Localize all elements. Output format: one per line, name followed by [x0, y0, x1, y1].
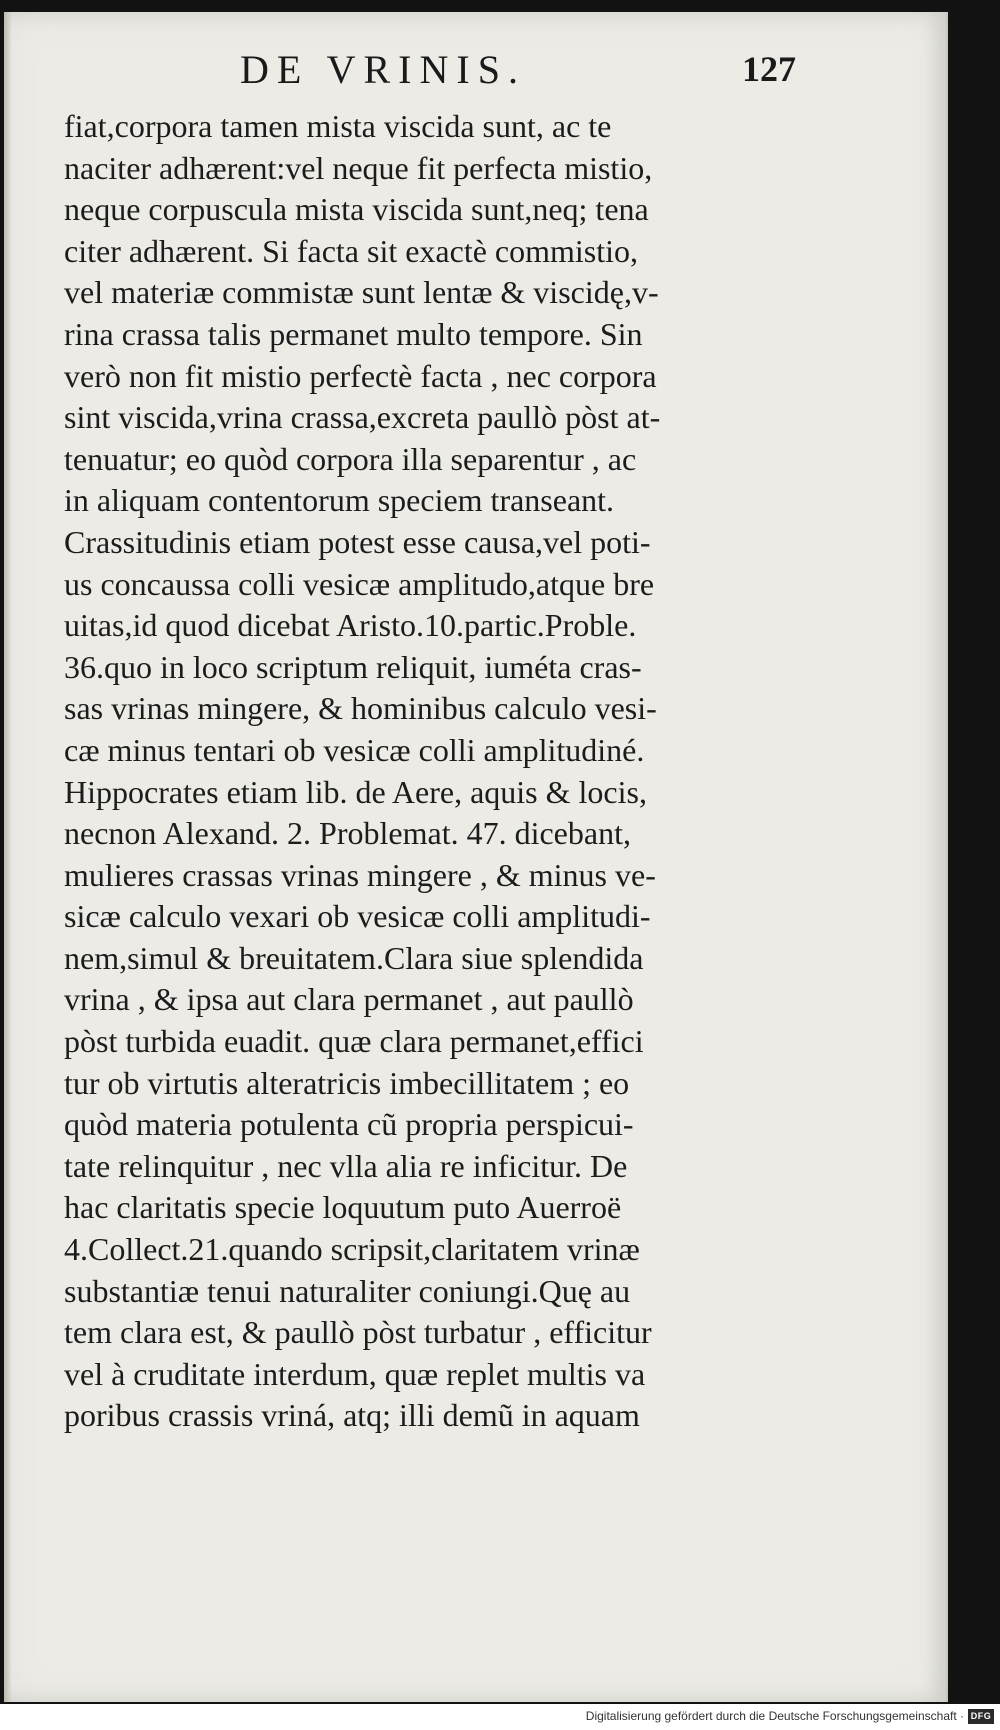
text-line: quòd materia potulenta cũ propria perspicui-: [64, 1106, 634, 1143]
text-line: neque corpuscula mista viscida sunt,neq; tena: [64, 191, 649, 228]
text-line: naciter adhærent:vel neque fit perfecta mistio,: [64, 149, 653, 186]
text-line: cæ minus tentari ob vesicæ colli amplitudiné.: [64, 731, 645, 768]
text-line: necnon Alexand. 2. Problemat. 47. dicebant,: [64, 815, 631, 852]
page-number: 127: [742, 49, 796, 89]
text-line: pòst turbida euadit. quæ clara permanet,effici: [64, 1023, 644, 1060]
text-line: sicæ calculo vexari ob vesicæ colli amplitudi-: [64, 898, 651, 935]
text-line: Hippocrates etiam lib. de Aere, aquis & locis,: [64, 773, 647, 810]
text-line: hac claritatis specie loquutum puto Auerroë: [64, 1189, 622, 1226]
text-line: mulieres crassas vrinas mingere , & minus ve-: [64, 856, 656, 893]
book-page: [4, 12, 948, 1702]
text-line: nem,simul & breuitatem.Clara siue splendida: [64, 939, 644, 976]
text-line: us concaussa colli vesicæ amplitudo,atque bre: [64, 565, 655, 602]
text-line: citer adhærent. Si facta sit exactè commistio,: [64, 232, 639, 269]
text-line: uitas,id quod dicebat Aristo.10.partic.Proble.: [64, 607, 637, 644]
text-line: in aliquam contentorum speciem transeant.: [64, 482, 615, 519]
page-header: [4, 46, 946, 106]
funding-credit: Digitalisierung gefördert durch die Deutsche Forschungsgemeinschaft ·: [585, 1709, 964, 1723]
text-line: 36.quo in loco scriptum reliquit, iuméta cras-: [64, 648, 642, 685]
dfg-logo: DFG: [968, 1709, 994, 1724]
text-line: 4.Collect.21.quando scripsit,claritatem vrinæ: [64, 1231, 640, 1268]
text-line: vrina , & ipsa aut clara permanet , aut paullò: [64, 981, 634, 1018]
text-line: tenuatur; eo quòd corpora illa separentur , ac: [64, 440, 637, 477]
text-line: verò non fit mistio perfectè facta , nec corpora: [64, 357, 657, 394]
text-line: rina crassa talis permanet multo tempore. Sin: [64, 315, 643, 352]
text-line: Crassitudinis etiam potest esse causa,vel poti-: [64, 523, 651, 560]
text-line: sint viscida,vrina crassa,excreta paullò pòst at-: [64, 399, 661, 436]
text-line: poribus crassis vriná, atq; illi demũ in aquam: [64, 1397, 640, 1434]
text-line: sas vrinas mingere, & hominibus calculo vesi-: [64, 690, 657, 727]
running-head: DE VRINIS.: [240, 47, 526, 92]
body-text: [64, 106, 824, 1437]
text-line: tate relinquitur , nec vlla alia re inficitur. De: [64, 1147, 628, 1184]
digitization-footer: [0, 1704, 1000, 1730]
text-line: fiat,corpora tamen mista viscida sunt, ac te: [64, 108, 612, 144]
text-line: substantiæ tenui naturaliter coniungi.Quę au: [64, 1272, 631, 1309]
text-line: tur ob virtutis alteratricis imbecillitatem ; eo: [64, 1064, 630, 1101]
text-line: tem clara est, & paullò pòst turbatur , efficitur: [64, 1314, 652, 1351]
text-line: vel materiæ commistæ sunt lentæ & viscidę,v-: [64, 274, 659, 311]
text-line: vel à cruditate interdum, quæ replet multis va: [64, 1355, 646, 1392]
